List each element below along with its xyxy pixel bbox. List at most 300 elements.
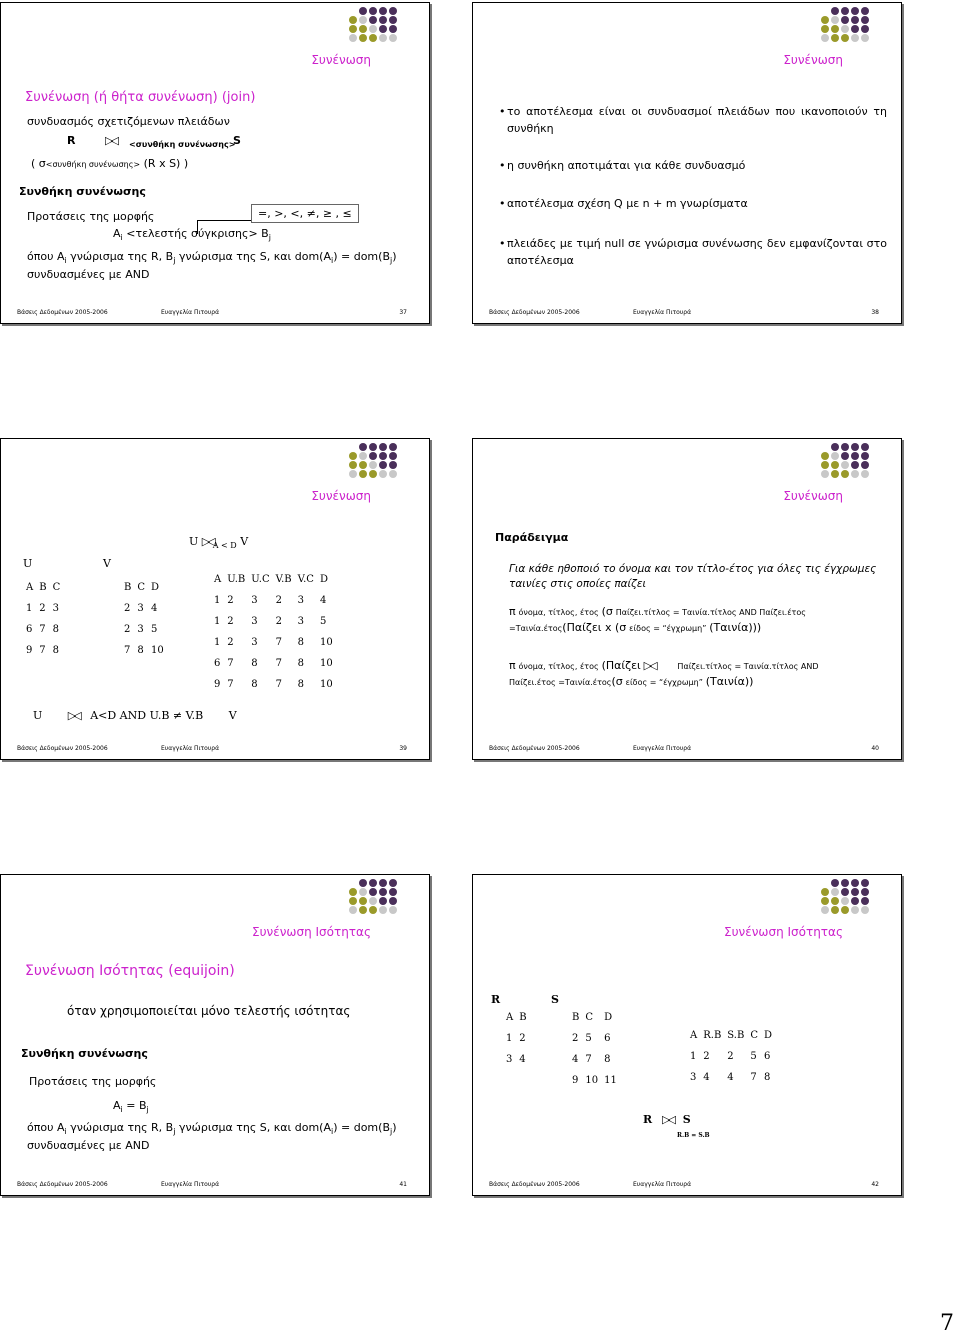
table-cell: 3	[690, 1072, 697, 1083]
table-row	[211, 590, 336, 611]
dot	[349, 470, 357, 478]
table-cell: 10	[585, 1075, 599, 1086]
dot	[821, 906, 829, 914]
dot	[359, 888, 367, 896]
sub-heading: Συνθήκη συνένωσης	[21, 1047, 148, 1060]
column-header: C	[585, 1012, 594, 1023]
dot	[861, 897, 869, 905]
dot	[359, 7, 367, 15]
dot	[349, 34, 357, 42]
dot	[851, 25, 859, 33]
table-cell: 4	[319, 595, 327, 606]
dot	[389, 461, 397, 469]
dot	[861, 906, 869, 914]
dot	[369, 879, 377, 887]
table-cell: 7	[39, 624, 46, 635]
table-header-row	[23, 577, 63, 598]
slide-footer: Βάσεις Δεδομένων 2005-2006 Ευαγγελία Πιτουρά 41	[17, 1181, 407, 1188]
dot	[831, 25, 839, 33]
table-row	[121, 640, 167, 661]
decorative-dots	[345, 879, 425, 913]
table-header-row	[121, 577, 167, 598]
column-header: D	[151, 582, 160, 593]
dot	[861, 452, 869, 460]
text-line: συνδυασμένες με AND	[27, 1139, 150, 1152]
slide-37	[0, 2, 430, 324]
dot	[369, 897, 377, 905]
slide-heading: Συνένωση Ισότητας (equijoin)	[25, 963, 235, 979]
table-cell: 2	[519, 1033, 526, 1044]
table-cell: 11	[604, 1075, 617, 1086]
column-header: A	[214, 574, 222, 585]
table-cell: 10	[151, 645, 164, 656]
table-cell: 8	[52, 624, 59, 635]
table-row	[211, 611, 336, 632]
comparison-line: $A_i <\tau\varepsilon\lambda\varepsilon\sigma\tau ή\varsigma$ $\sigma ύ\gamma\kappa\rho\iota\sigma\eta\varsigma> B_j$	[113, 227, 271, 243]
table-cell: 7	[275, 637, 282, 648]
table-cell: 2	[572, 1033, 579, 1044]
slide-title: Συνένωση Ισότητας	[724, 925, 843, 939]
table-cell: 4	[151, 603, 158, 614]
table-row	[121, 619, 167, 640]
table-header-row	[569, 1007, 620, 1028]
dot	[369, 443, 377, 451]
table-header-row	[687, 1025, 775, 1046]
table-cell: 8	[137, 645, 144, 656]
dot	[359, 906, 367, 914]
column-header: C	[137, 582, 146, 593]
join-condition: R.B = S.B	[677, 1132, 710, 1139]
dot	[369, 34, 377, 42]
table-cell: 7	[275, 679, 282, 690]
table-cell: 2	[39, 603, 46, 614]
dot	[831, 443, 839, 451]
table-cell: 2	[124, 603, 131, 614]
table-cell: 1	[506, 1033, 513, 1044]
decorative-dots	[817, 7, 897, 41]
dot	[359, 34, 367, 42]
dot	[389, 906, 397, 914]
column-header: R.B	[703, 1030, 722, 1041]
table-cell: 1	[214, 595, 221, 606]
dot	[389, 470, 397, 478]
dot	[359, 879, 367, 887]
query-2-cont: Παίζει.έτος =Ταινία.έτος(σ είδος = “έγχρωμη” (Ταινία))	[509, 675, 754, 688]
dot	[831, 452, 839, 460]
dot	[821, 461, 829, 469]
dot	[821, 897, 829, 905]
dot	[389, 897, 397, 905]
dot	[349, 452, 357, 460]
dot	[369, 461, 377, 469]
column-header: D	[763, 1030, 773, 1041]
dot	[349, 897, 357, 905]
column-header: D	[319, 574, 328, 585]
dot	[861, 25, 869, 33]
column-header: B	[572, 1012, 580, 1023]
table-cell: 2	[227, 616, 234, 627]
text-line: Προτάσεις της μορφής	[29, 1075, 157, 1088]
table-cell: 6	[604, 1033, 611, 1044]
dot	[359, 461, 367, 469]
column-header: C	[52, 582, 61, 593]
join-icon: ▷◁	[105, 134, 116, 147]
dot	[831, 34, 839, 42]
column-header: A	[26, 582, 34, 593]
table-cell: 1	[214, 616, 221, 627]
table-cell: 1	[690, 1051, 697, 1062]
dot	[359, 452, 367, 460]
relation-v: V	[103, 557, 111, 570]
arrow-line	[197, 220, 251, 221]
table-cell: 3	[251, 637, 258, 648]
table-cell: 3	[52, 603, 59, 614]
dot	[831, 888, 839, 896]
dot	[359, 16, 367, 24]
join-condition: <συνθήκη συνένωσης>	[129, 140, 236, 149]
dot	[359, 25, 367, 33]
table-cell: 10	[319, 637, 333, 648]
dot	[349, 25, 357, 33]
dot	[831, 16, 839, 24]
dot	[831, 7, 839, 15]
table-row	[569, 1070, 620, 1091]
text-line: συνδυασμός σχετιζόμενων πλειάδων	[27, 115, 230, 128]
table-cell: 2	[727, 1051, 734, 1062]
dot	[389, 34, 397, 42]
dot	[841, 16, 849, 24]
dot	[349, 906, 357, 914]
dot	[389, 443, 397, 451]
question-text: Για κάθε ηθοποιό το όνομα και τον τίτλο-έτος για όλες τις έγχρωμες	[509, 563, 877, 575]
table-cell: 4	[519, 1054, 526, 1065]
table-cell: 3	[137, 603, 144, 614]
table-cell: 2	[227, 637, 234, 648]
slide-title: Συνένωση Ισότητας	[252, 925, 371, 939]
decorative-dots	[345, 443, 425, 477]
dot	[369, 25, 377, 33]
dot	[861, 7, 869, 15]
relation-r: R	[67, 134, 76, 147]
slide-38	[472, 2, 902, 324]
dot	[831, 897, 839, 905]
table-cell: 3	[297, 616, 305, 627]
where-line: όπου $A_i$ γνώρισμα της R, $B_j$ γνώρισμα της S, και $dom(A_i) = dom(B_j)$	[27, 250, 397, 266]
dot	[821, 470, 829, 478]
table-cell: 4	[572, 1054, 579, 1065]
slide-41	[0, 874, 430, 1196]
table-cell: 1	[26, 603, 33, 614]
dot	[851, 906, 859, 914]
dot	[851, 888, 859, 896]
dot	[831, 879, 839, 887]
dot	[389, 888, 397, 896]
dot	[851, 897, 859, 905]
dot	[379, 443, 387, 451]
table-row	[687, 1046, 775, 1067]
table-row	[569, 1028, 620, 1049]
query-2: π όνομα, τίτλος, έτος (Παίζει ▷◁ Παίζει.τίτλος = Ταινία.τίτλος AND	[509, 659, 819, 672]
dot	[831, 461, 839, 469]
query-1: π όνομα, τίτλος, έτος (σ Παίζει.τίτλος = Ταινία.τίτλος AND Παίζει.έτος	[509, 605, 806, 618]
table-cell: 8	[297, 679, 305, 690]
dot	[369, 888, 377, 896]
table-cell: 7	[39, 645, 46, 656]
table-cell: 9	[214, 679, 221, 690]
decorative-dots	[817, 443, 897, 477]
result-table	[211, 569, 336, 695]
dot	[359, 470, 367, 478]
column-header: B	[519, 1012, 527, 1023]
dot	[349, 461, 357, 469]
table-cell: 1	[214, 637, 221, 648]
table-cell: 5	[750, 1051, 757, 1062]
table-cell: 4	[727, 1072, 734, 1083]
dot	[861, 34, 869, 42]
dot	[369, 16, 377, 24]
dot	[379, 906, 387, 914]
column-header: S.B	[727, 1030, 745, 1041]
s-table	[569, 1007, 620, 1091]
slide-42	[472, 874, 902, 1196]
dot	[841, 7, 849, 15]
table-cell: 3	[506, 1054, 513, 1065]
sub-heading: Συνθήκη συνένωσης	[19, 185, 146, 198]
dot	[379, 470, 387, 478]
table-cell: 8	[604, 1054, 611, 1065]
table-cell: 7	[227, 658, 234, 669]
dot	[851, 879, 859, 887]
dot	[841, 906, 849, 914]
join-expression: R ▷◁ S	[643, 1113, 691, 1126]
dot	[359, 443, 367, 451]
v-table	[121, 577, 167, 661]
table-cell: 3	[251, 595, 258, 606]
bullet-item: • πλειάδες με τιμή null σε γνώρισμα συνένωσης δεν εμφανίζονται στο αποτέλεσμα	[507, 235, 887, 269]
dot	[841, 443, 849, 451]
column-header: A	[690, 1030, 698, 1041]
dot	[851, 452, 859, 460]
table-cell: 7	[124, 645, 131, 656]
dot	[841, 461, 849, 469]
table-cell: 8	[763, 1072, 771, 1083]
table-row	[211, 653, 336, 674]
slide-footer: Βάσεις Δεδομένων 2005-2006 Ευαγγελία Πιτουρά 39	[17, 745, 407, 752]
table-row	[687, 1067, 775, 1088]
slide-title: Συνένωση	[783, 53, 843, 67]
table-row	[503, 1028, 530, 1049]
dot	[851, 16, 859, 24]
table-cell: 2	[275, 595, 282, 606]
bullet-item: • αποτέλεσμα σχέση Q με n + m γνωρίσματα	[507, 195, 887, 212]
dot	[841, 452, 849, 460]
table-cell: 8	[297, 658, 305, 669]
column-header: U.B	[227, 574, 246, 585]
dot	[861, 461, 869, 469]
table-cell: 6	[214, 658, 221, 669]
equality-line: $A_i = B_j$	[113, 1099, 149, 1115]
decorative-dots	[345, 7, 425, 41]
join-expression: U $▷◁_{A < D}$ V	[189, 535, 249, 551]
dot	[389, 16, 397, 24]
table-cell: 3	[297, 595, 305, 606]
dot	[379, 34, 387, 42]
column-header: V.C	[297, 574, 314, 585]
result-table	[687, 1025, 775, 1088]
text-line: όταν χρησιμοποιείται μόνο τελεστής ισότητας	[67, 1004, 351, 1018]
table-cell: 5	[151, 624, 158, 635]
column-header: A	[506, 1012, 514, 1023]
text-line: συνδυασμένες με AND	[27, 268, 150, 281]
slide-footer: Βάσεις Δεδομένων 2005-2006 Ευαγγελία Πιτουρά 42	[489, 1181, 879, 1188]
dot	[851, 470, 859, 478]
table-cell: 7	[227, 679, 234, 690]
relation-s: S	[551, 993, 559, 1006]
dot	[379, 888, 387, 896]
text-line: Προτάσεις της μορφής	[27, 210, 155, 223]
dot	[851, 461, 859, 469]
dot	[379, 879, 387, 887]
slide-heading: Παράδειγμα	[495, 531, 569, 544]
table-row	[23, 619, 63, 640]
dot	[841, 897, 849, 905]
column-header: D	[604, 1012, 613, 1023]
table-cell: 2	[124, 624, 131, 635]
dot	[349, 16, 357, 24]
table-cell: 2	[275, 616, 282, 627]
column-header: C	[750, 1030, 758, 1041]
r-table	[503, 1007, 530, 1070]
table-cell: 9	[26, 645, 33, 656]
u-table	[23, 577, 63, 661]
slide-footer: Βάσεις Δεδομένων 2005-2006 Ευαγγελία Πιτουρά 40	[489, 745, 879, 752]
table-cell: 8	[52, 645, 59, 656]
table-cell: 2	[703, 1051, 710, 1062]
table-row	[211, 674, 336, 695]
dot	[379, 7, 387, 15]
dot	[379, 452, 387, 460]
dot	[841, 879, 849, 887]
column-header: B	[124, 582, 132, 593]
slide-title: Συνένωση	[311, 53, 371, 67]
table-header-row	[211, 569, 336, 590]
dot	[369, 470, 377, 478]
dot	[851, 34, 859, 42]
dot	[369, 452, 377, 460]
column-header: U.C	[251, 574, 270, 585]
table-cell: 8	[297, 637, 305, 648]
dot	[349, 888, 357, 896]
table-cell: 4	[703, 1072, 710, 1083]
sigma-expression: ( σ<συνθήκη συνένωσης> (R x S) )	[31, 157, 189, 170]
dot	[851, 7, 859, 15]
dot	[821, 16, 829, 24]
dot	[379, 897, 387, 905]
table-row	[569, 1049, 620, 1070]
dot	[379, 25, 387, 33]
slide-heading: Συνένωση (ή θήτα συνένωση) (join)	[25, 90, 256, 105]
dot	[369, 906, 377, 914]
question-text: ταινίες στις οποίες παίζει	[509, 578, 647, 590]
slide-title: Συνένωση	[783, 489, 843, 503]
dot	[861, 888, 869, 896]
table-cell: 2	[227, 595, 234, 606]
dot	[831, 906, 839, 914]
dot	[821, 888, 829, 896]
table-header-row	[503, 1007, 530, 1028]
dot	[861, 443, 869, 451]
dot	[379, 16, 387, 24]
page-number: 7	[940, 1311, 954, 1336]
slide-39	[0, 438, 430, 760]
dot	[861, 470, 869, 478]
table-row	[121, 598, 167, 619]
table-row	[211, 632, 336, 653]
relation-r: R	[491, 993, 501, 1006]
table-cell: 3	[251, 616, 258, 627]
dot	[389, 452, 397, 460]
dot	[861, 879, 869, 887]
dot	[841, 34, 849, 42]
slide-footer: Βάσεις Δεδομένων 2005-2006 Ευαγγελία Πιτουρά 38	[489, 309, 879, 316]
table-cell: 6	[26, 624, 33, 635]
dot	[389, 25, 397, 33]
dot	[821, 25, 829, 33]
table-row	[23, 598, 63, 619]
dot	[821, 34, 829, 42]
decorative-dots	[817, 879, 897, 913]
dot	[841, 470, 849, 478]
relation-u: U	[23, 557, 33, 570]
slide-title: Συνένωση	[311, 489, 371, 503]
slide-footer: Βάσεις Δεδομένων 2005-2006 Ευαγγελία Πιτουρά 37	[17, 309, 407, 316]
table-cell: 7	[750, 1072, 757, 1083]
table-cell: 8	[251, 658, 258, 669]
table-cell: 7	[275, 658, 282, 669]
operator-box: =, >, <, ≠, ≥ , ≤	[251, 204, 359, 223]
dot	[821, 452, 829, 460]
bottom-expression: U ▷◁ A<D AND U.B ≠ V.B V	[33, 709, 237, 722]
slide-40	[472, 438, 902, 760]
table-cell: 8	[251, 679, 258, 690]
dot	[379, 461, 387, 469]
dot	[841, 888, 849, 896]
table-cell: 9	[572, 1075, 579, 1086]
table-cell: 5	[319, 616, 327, 627]
table-cell: 6	[763, 1051, 771, 1062]
dot	[841, 25, 849, 33]
dot	[851, 443, 859, 451]
table-cell: 3	[137, 624, 144, 635]
table-cell: 10	[319, 679, 333, 690]
table-row	[23, 640, 63, 661]
table-row	[503, 1049, 530, 1070]
relation-s: S	[233, 134, 241, 147]
dot	[389, 7, 397, 15]
query-1-cont: =Ταινία.έτος(Παίζει x (σ είδος = “έγχρωμη” (Ταινία)))	[509, 621, 762, 634]
table-cell: 7	[585, 1054, 592, 1065]
dot	[389, 879, 397, 887]
column-header: B	[39, 582, 47, 593]
bullet-item: • η συνθήκη αποτιμάται για κάθε συνδυασμό	[507, 157, 887, 174]
dot	[831, 470, 839, 478]
dot	[861, 16, 869, 24]
table-cell: 5	[585, 1033, 592, 1044]
where-line: όπου $A_i$ γνώρισμα της R, $B_j$ γνώρισμα της S, και $dom(A_i) = dom(B_j)$	[27, 1121, 397, 1137]
column-header: V.B	[275, 574, 292, 585]
table-cell: 10	[319, 658, 333, 669]
bullet-item: • το αποτέλεσμα είναι οι συνδυασμοί πλειάδων που ικανοποιούν τη συνθήκη	[507, 103, 887, 137]
